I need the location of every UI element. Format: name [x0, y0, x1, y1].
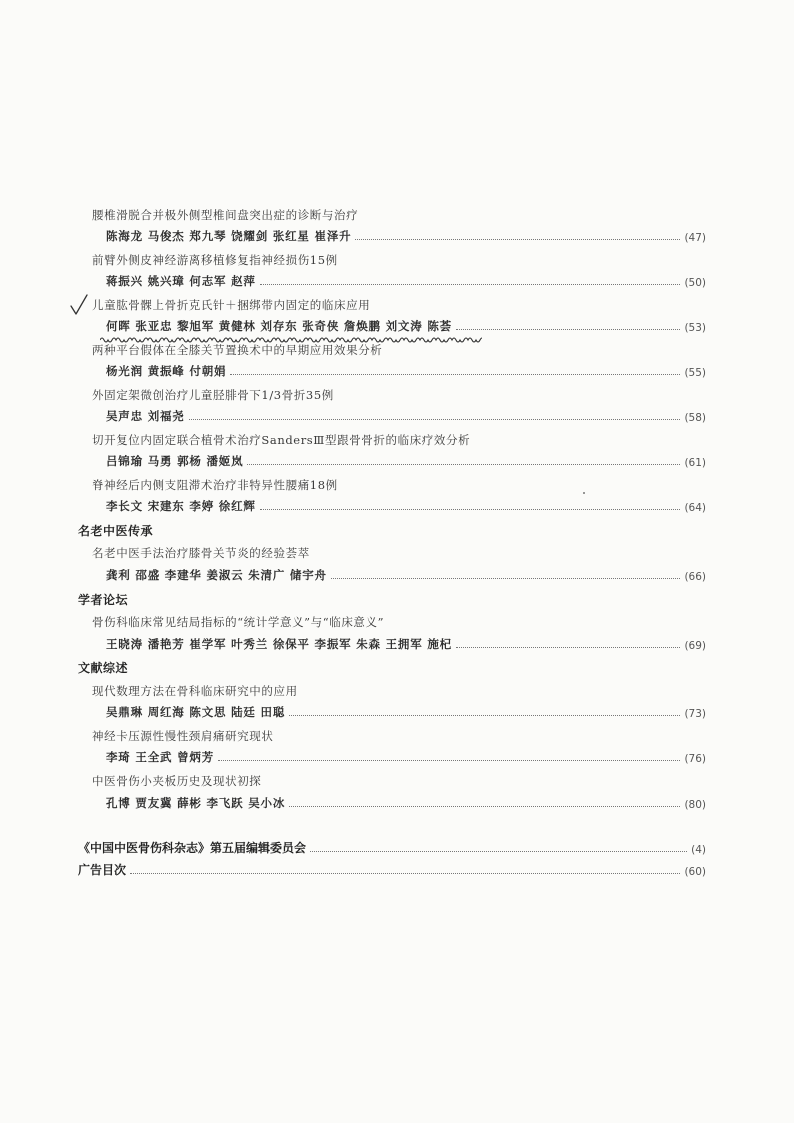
entry-page-number: (58)	[684, 412, 706, 424]
dot-leader	[230, 373, 680, 375]
dot-leader	[456, 328, 681, 330]
dot-leader	[260, 508, 681, 510]
entry-title: 神经卡压源性慢性颈肩痛研究现状	[92, 729, 274, 743]
entry-authors-row	[106, 704, 706, 720]
entry-page-number: (61)	[684, 457, 706, 469]
entry-authors: 何晖 张亚忠 黎旭军 黄健林 刘存东 张奇侠 詹焕鹏 刘文涛 陈荟	[106, 319, 452, 333]
scan-speck	[583, 492, 585, 494]
entry-page-number: (53)	[684, 322, 706, 334]
entry-authors-row	[106, 363, 706, 379]
entry-page-number: (60)	[684, 866, 706, 878]
ad-index-row	[78, 862, 706, 878]
entry-authors: 王晓涛 潘艳芳 崔学军 叶秀兰 徐保平 李振军 朱森 王拥军 施杞	[106, 637, 452, 651]
entry-page-number: (76)	[684, 753, 706, 765]
entry-title: 脊神经后内侧支阻滞术治疗非特异性腰痛18例	[92, 478, 338, 492]
dot-leader	[355, 238, 680, 240]
entry-page-number: (55)	[684, 367, 706, 379]
wavy-underline-mark	[100, 335, 482, 345]
dot-leader	[130, 872, 680, 874]
entry-page-number: (50)	[684, 277, 706, 289]
dot-leader	[189, 418, 681, 420]
entry-authors-row	[106, 567, 706, 583]
entry-authors: 孔博 贾友冀 薛彬 李飞跃 吴小冰	[106, 796, 286, 810]
entry-title: 名老中医手法治疗膝骨关节炎的经验荟萃	[92, 546, 310, 560]
entry-authors: 李长文 宋建东 李婷 徐红辉	[106, 499, 256, 513]
section-heading: 学者论坛	[78, 593, 129, 607]
entry-title: 前臂外侧皮神经游离移植修复指神经损伤15例	[92, 253, 338, 267]
dot-leader	[331, 577, 681, 579]
entry-authors-row	[106, 408, 706, 424]
dot-leader	[310, 850, 687, 852]
entry-title: 两种平台假体在全膝关节置换术中的早期应用效果分析	[92, 343, 383, 357]
entry-title: 儿童肱骨髁上骨折克氏针＋捆绑带内固定的临床应用	[92, 298, 371, 312]
entry-authors-row	[106, 749, 706, 765]
dot-leader	[289, 714, 680, 716]
entry-authors-row	[106, 318, 706, 334]
dot-leader	[260, 283, 681, 285]
entry-authors-row	[106, 228, 706, 244]
entry-page-number: (47)	[684, 232, 706, 244]
entry-title: 切开复位内固定联合植骨术治疗SandersⅢ型跟骨骨折的临床疗效分析	[92, 433, 471, 447]
entry-authors: 蒋振兴 姚兴璋 何志军 赵萍	[106, 274, 256, 288]
entry-title: 骨伤科临床常见结局指标的“统计学意义”与“临床意义”	[92, 615, 385, 629]
entry-page-number: (73)	[684, 708, 706, 720]
entry-authors: 杨光润 黄振峰 付朝娟	[106, 364, 227, 378]
entry-page-number: (69)	[684, 640, 706, 652]
entry-title: 中医骨伤小夹板历史及现状初探	[92, 774, 262, 788]
editorial-board-row	[78, 840, 706, 856]
entry-authors-row	[106, 636, 706, 652]
entry-authors: 陈海龙 马俊杰 郑九琴 饶耀剑 张红星 崔泽升	[106, 229, 352, 243]
entry-authors: 吴鼎琳 周红海 陈文思 陆廷 田聪	[106, 705, 286, 719]
section-heading: 文献综述	[78, 661, 129, 675]
checkmark-icon	[70, 294, 88, 316]
entry-page-number: (64)	[684, 502, 706, 514]
dot-leader	[218, 759, 680, 761]
dot-leader	[456, 646, 681, 648]
entry-authors: 吴声忠 刘福尧	[106, 409, 185, 423]
entry-title: 腰椎滑脱合并极外侧型椎间盘突出症的诊断与治疗	[92, 208, 359, 222]
dot-leader	[247, 463, 680, 465]
entry-authors-row	[106, 795, 706, 811]
entry-page-number: (66)	[684, 571, 706, 583]
entry-authors: 吕锦瑜 马勇 郭杨 潘姬岚	[106, 454, 244, 468]
dot-leader	[289, 805, 680, 807]
entry-title: 现代数理方法在骨科临床研究中的应用	[92, 684, 298, 698]
entry-authors-row	[106, 273, 706, 289]
entry-authors: 龚利 邵盛 李建华 姜淑云 朱清广 储宇舟	[106, 568, 327, 582]
entry-authors-row	[106, 498, 706, 514]
entry-authors-row	[106, 453, 706, 469]
entry-title: 外固定架微创治疗儿童胫腓骨下1/3骨折35例	[92, 388, 334, 402]
entry-page-number: (4)	[691, 844, 706, 856]
editorial-board-label: 《中国中医骨伤科杂志》第五届编辑委员会	[78, 841, 307, 855]
entry-page-number: (80)	[684, 799, 706, 811]
ad-index-label: 广告目次	[78, 863, 127, 877]
entry-authors: 李琦 王全武 曾炳芳	[106, 750, 215, 764]
section-heading: 名老中医传承	[78, 524, 154, 538]
